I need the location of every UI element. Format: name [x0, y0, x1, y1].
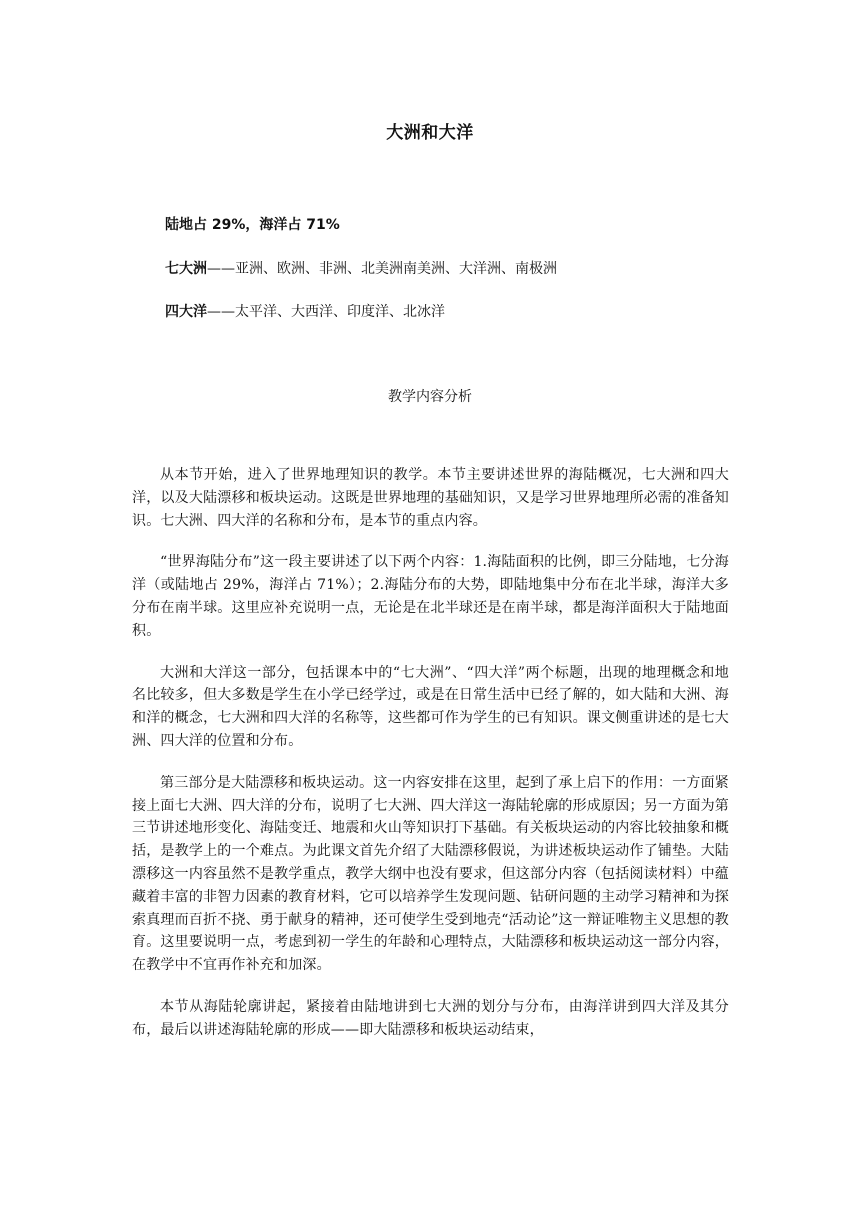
summary-line-ratio	[165, 214, 745, 234]
section-title: 教学内容分析	[388, 389, 472, 405]
summary-line-continents	[165, 258, 745, 278]
summary-lead: 陆地占 29%，海洋占 71%	[165, 217, 340, 233]
paragraph: 第三部分是大陆漂移和板块运动。这一内容安排在这里，起到了承上启下的作用：一方面紧接上面七大洲、四大洋的分布，说明了七大洲、四大洋这一海陆轮廓的形成原因；另一方面为第三节讲述地形变化、海陆变迁、地震和火山等知识打下基础。有关板块运动的内容比较抽象和概括，是教学上的一个难点。为此课文首先介绍了大陆漂移假说，为讲述板块运动作了铺垫。大陆漂移这一内容虽然不是教学重点，教学大纲中也没有要求，但这部分内容（包括阅读材料）中蕴藏着丰富的非智力因素的教育材料，它可以培养学生发现问题、钻研问题的主动学习精神和为探索真理而百折不挠、勇于献身的精神，还可使学生受到地壳“活动论”这一辩证唯物主义思想的教育。这里要说明一点，考虑到初一学生的年龄和心理特点，大陆漂移和板块运动这一部分内容，在教学中不宜再作补充和加深。	[132, 774, 729, 974]
paragraph: “世界海陆分布”这一段主要讲述了以下两个内容：1.海陆面积的比例，即三分陆地，七分海洋（或陆地占 29%，海洋占 71%）；2.海陆分布的大势，即陆地集中分布在北半球，海洋大多分布在南半球。这里应补充说明一点，无论是在北半球还是在南半球，都是海洋面积大于陆地面积。	[132, 554, 729, 639]
summary-text: ——太平洋、大西洋、印度洋、北冰洋	[207, 304, 445, 320]
summary-line-oceans	[165, 301, 745, 321]
summary-text: ——亚洲、欧洲、非洲、北美洲南美洲、大洋洲、南极洲	[207, 261, 557, 277]
body-text	[132, 464, 729, 1061]
document-title: 大洲和大洋	[386, 123, 474, 143]
summary-lead: 四大洋	[165, 304, 207, 320]
summary-lead: 七大洲	[165, 261, 207, 277]
paragraph: 从本节开始，进入了世界地理知识的教学。本节主要讲述世界的海陆概况，七大洲和四大洋，以及大陆漂移和板块运动。这既是世界地理的基础知识，又是学习世界地理所必需的准备知识。七大洲、四大洋的名称和分布，是本节的重点内容。	[132, 467, 729, 529]
paragraph: 本节从海陆轮廓讲起，紧接着由陆地讲到七大洲的划分与分布，由海洋讲到四大洋及其分布，最后以讲述海陆轮廓的形成——即大陆漂移和板块运动结束，	[132, 998, 729, 1038]
paragraph: 大洲和大洋这一部分，包括课本中的“七大洲”、“四大洋”两个标题，出现的地理概念和地名比较多，但大多数是学生在小学已经学过，或是在日常生活中已经了解的，如大陆和大洲、海和洋的概念，七大洲和四大洋的名称等，这些都可作为学生的已有知识。课文侧重讲述的是七大洲、四大洋的位置和分布。	[132, 664, 729, 749]
